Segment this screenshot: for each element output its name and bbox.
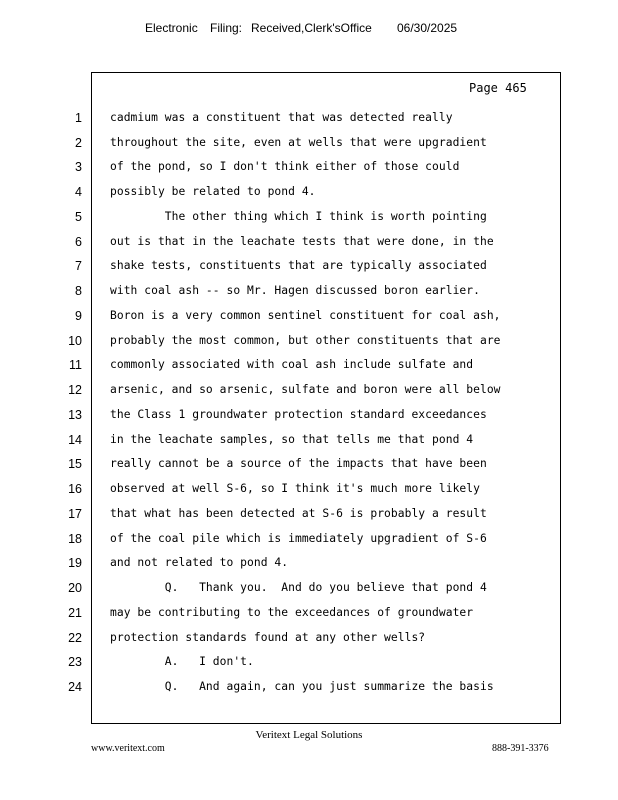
- line-number: 2: [75, 136, 82, 150]
- line-text: shake tests, constituents that are typically associated: [110, 259, 487, 272]
- line-number: 3: [75, 160, 82, 174]
- footer-website: www.veritext.com: [91, 743, 165, 754]
- transcript-line: [0, 431, 618, 451]
- line-number: 11: [69, 358, 82, 372]
- transcript-line: [0, 579, 618, 599]
- header-date: 06/30/2025: [397, 21, 458, 35]
- line-text: in the leachate samples, so that tells me that pond 4: [110, 433, 474, 446]
- header-electronic: Electronic: [145, 21, 198, 35]
- transcript-line: [0, 604, 618, 624]
- line-number: 14: [68, 433, 82, 447]
- transcript-line: [0, 109, 618, 129]
- line-number: 22: [68, 631, 82, 645]
- page-number: Page 465: [469, 81, 527, 95]
- line-text: A. I don't.: [110, 655, 254, 668]
- line-number: 1: [75, 111, 82, 125]
- line-text: cadmium was a constituent that was detected really: [110, 111, 453, 124]
- line-text: possibly be related to pond 4.: [110, 185, 316, 198]
- transcript-line: [0, 629, 618, 649]
- footer-company: Veritext Legal Solutions: [255, 729, 363, 741]
- transcript-line: [0, 158, 618, 178]
- line-text: arsenic, and so arsenic, sulfate and boron were all below: [110, 383, 501, 396]
- transcript-line: [0, 653, 618, 673]
- line-text: Q. Thank you. And do you believe that pond 4: [110, 581, 487, 594]
- line-text: and not related to pond 4.: [110, 556, 289, 569]
- header-filing: Filing:: [210, 21, 243, 35]
- line-text: Boron is a very common sentinel constituent for coal ash,: [110, 309, 501, 322]
- line-text: may be contributing to the exceedances of groundwater: [110, 606, 474, 619]
- line-text: Q. And again, can you just summarize the basis: [110, 680, 494, 693]
- line-text: really cannot be a source of the impacts that have been: [110, 457, 487, 470]
- line-number: 4: [75, 185, 82, 199]
- transcript-line: [0, 455, 618, 475]
- line-text: with coal ash -- so Mr. Hagen discussed boron earlier.: [110, 284, 480, 297]
- line-number: 17: [68, 507, 82, 521]
- transcript-line: [0, 381, 618, 401]
- header-received: Received,Clerk'sOffice: [251, 21, 372, 35]
- line-number: 16: [68, 482, 82, 496]
- line-number: 8: [75, 284, 82, 298]
- transcript-line: [0, 282, 618, 302]
- transcript-line: [0, 183, 618, 203]
- line-text: throughout the site, even at wells that were upgradient: [110, 136, 487, 149]
- line-number: 13: [68, 408, 82, 422]
- line-number: 18: [68, 532, 82, 546]
- line-number: 21: [68, 606, 82, 620]
- transcript-line: [0, 505, 618, 525]
- transcript-line: [0, 554, 618, 574]
- line-number: 12: [68, 383, 82, 397]
- transcript-line: [0, 480, 618, 500]
- line-number: 10: [68, 334, 82, 348]
- line-text: protection standards found at any other wells?: [110, 631, 426, 644]
- transcript-line: [0, 307, 618, 327]
- transcript-line: [0, 134, 618, 154]
- line-number: 5: [75, 210, 82, 224]
- line-text: commonly associated with coal ash include sulfate and: [110, 358, 474, 371]
- line-text: out is that in the leachate tests that were done, in the: [110, 235, 494, 248]
- line-text: of the pond, so I don't think either of those could: [110, 160, 460, 173]
- transcript-line: [0, 332, 618, 352]
- transcript-line: [0, 257, 618, 277]
- transcript-line: [0, 530, 618, 550]
- line-number: 15: [68, 457, 82, 471]
- transcript-line: [0, 208, 618, 228]
- line-number: 20: [68, 581, 82, 595]
- transcript-line: [0, 406, 618, 426]
- transcript-line: [0, 356, 618, 376]
- line-text: The other thing which I think is worth pointing: [110, 210, 487, 223]
- line-text: that what has been detected at S-6 is probably a result: [110, 507, 487, 520]
- line-number: 19: [68, 556, 82, 570]
- transcript-line: [0, 678, 618, 698]
- line-text: of the coal pile which is immediately upgradient of S-6: [110, 532, 487, 545]
- filing-header: [0, 21, 618, 37]
- line-number: 7: [75, 259, 82, 273]
- line-number: 6: [75, 235, 82, 249]
- line-text: the Class 1 groundwater protection standard exceedances: [110, 408, 487, 421]
- footer-phone: 888-391-3376: [492, 743, 549, 754]
- line-text: observed at well S-6, so I think it's much more likely: [110, 482, 480, 495]
- line-number: 24: [68, 680, 82, 694]
- line-number: 9: [75, 309, 82, 323]
- transcript-line: [0, 233, 618, 253]
- line-text: probably the most common, but other constituents that are: [110, 334, 501, 347]
- line-number: 23: [68, 655, 82, 669]
